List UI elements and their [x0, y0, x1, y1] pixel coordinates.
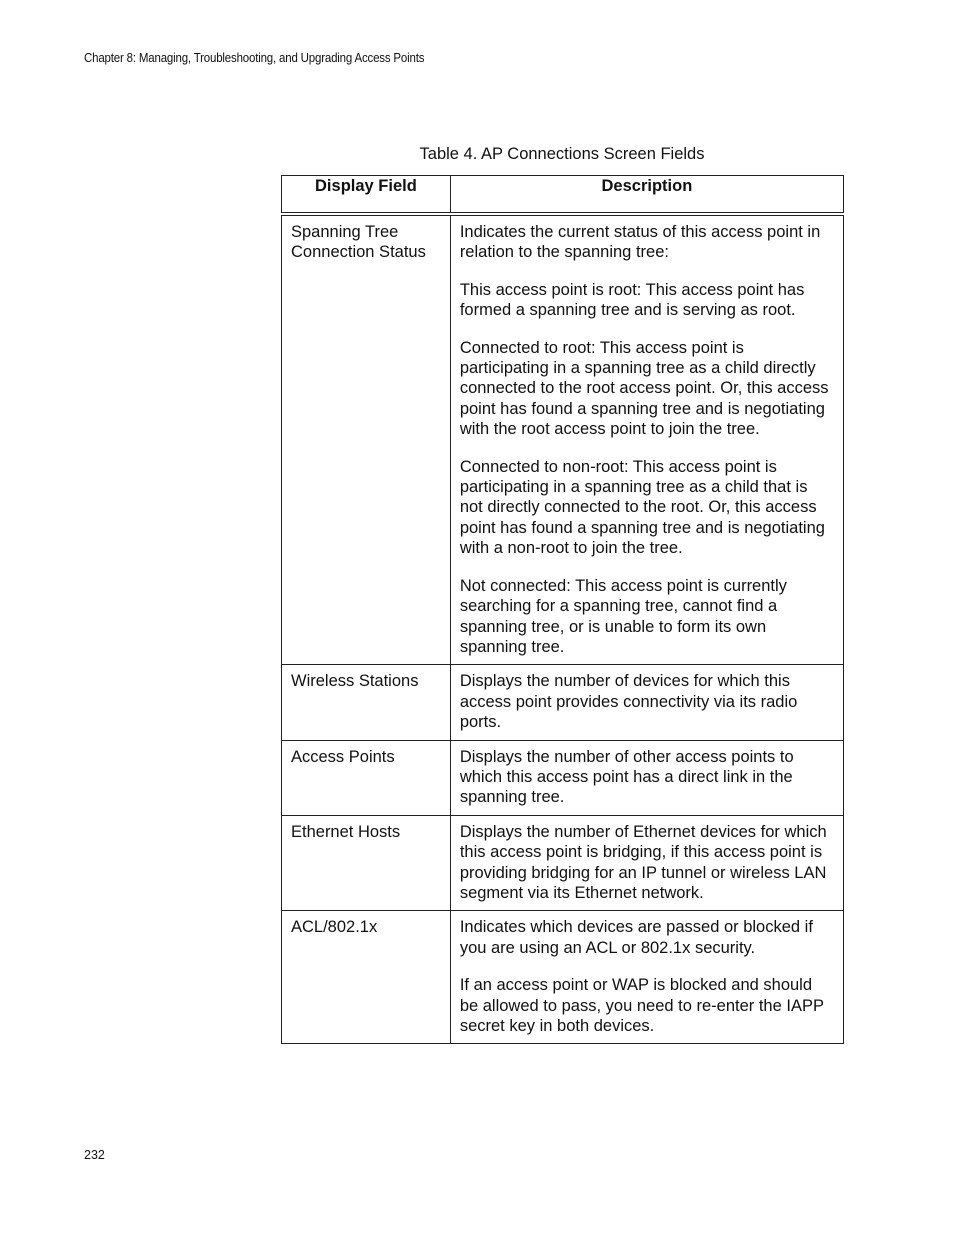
description-paragraph: Connected to root: This access point is participating in a spanning tree as a child directly connected to the root access point. Or, this access point has found a spanning tree and is negotiating with the root access point to join the tree.	[459, 338, 829, 439]
running-header: Chapter 8: Managing, Troubleshooting, and Upgrading Access Points	[84, 51, 425, 65]
field-name: Spanning Tree Connection Status	[282, 214, 451, 665]
field-name: ACL/802.1x	[282, 911, 451, 1044]
description-paragraph: Displays the number of Ethernet devices for which this access point is bridging, if this access point is providing bridging for an IP tunnel or wireless LAN segment via its Ethernet network.	[459, 822, 827, 902]
table-row	[282, 815, 844, 911]
table-row	[282, 665, 844, 740]
description-paragraph: Not connected: This access point is currently searching for a spanning tree, cannot find a spanning tree, or is unable to form its own spanning tree.	[459, 576, 787, 656]
field-name: Ethernet Hosts	[282, 815, 451, 911]
column-header-display-field: Display Field	[282, 176, 451, 215]
field-description	[450, 665, 843, 740]
fields-table	[281, 175, 844, 1044]
table-header-row	[282, 176, 844, 215]
table-row	[282, 911, 844, 1044]
description-paragraph: Displays the number of other access points to which this access point has a direct link in the spanning tree.	[459, 747, 794, 807]
field-description	[450, 911, 843, 1044]
page-number: 232	[84, 1148, 105, 1162]
description-paragraph: Indicates the current status of this access point in relation to the spanning tree:	[459, 223, 821, 262]
field-description	[450, 214, 843, 665]
field-name: Wireless Stations	[282, 665, 451, 740]
table-row	[282, 740, 844, 815]
table-caption: Table 4. AP Connections Screen Fields	[419, 145, 705, 163]
description-paragraph: If an access point or WAP is blocked and should be allowed to pass, you need to re-enter the IAPP secret key in both devices.	[459, 976, 824, 1035]
field-description	[450, 815, 843, 911]
field-name: Access Points	[282, 740, 451, 815]
description-paragraph: Displays the number of devices for which this access point provides connectivity via its radio ports.	[459, 672, 798, 732]
description-paragraph: Indicates which devices are passed or blocked if you are using an ACL or 802.1x security.	[459, 918, 813, 957]
field-description	[450, 740, 843, 815]
description-paragraph: This access point is root: This access point has formed a spanning tree and is serving as root.	[459, 280, 805, 320]
description-paragraph: Connected to non-root: This access point is participating in a spanning tree as a child that is not directly connected to the root. Or, this access point has found a spanning tree and is negotiating with a non-root to join the tree.	[459, 457, 825, 558]
table-row	[282, 214, 844, 665]
column-header-description: Description	[450, 176, 843, 215]
